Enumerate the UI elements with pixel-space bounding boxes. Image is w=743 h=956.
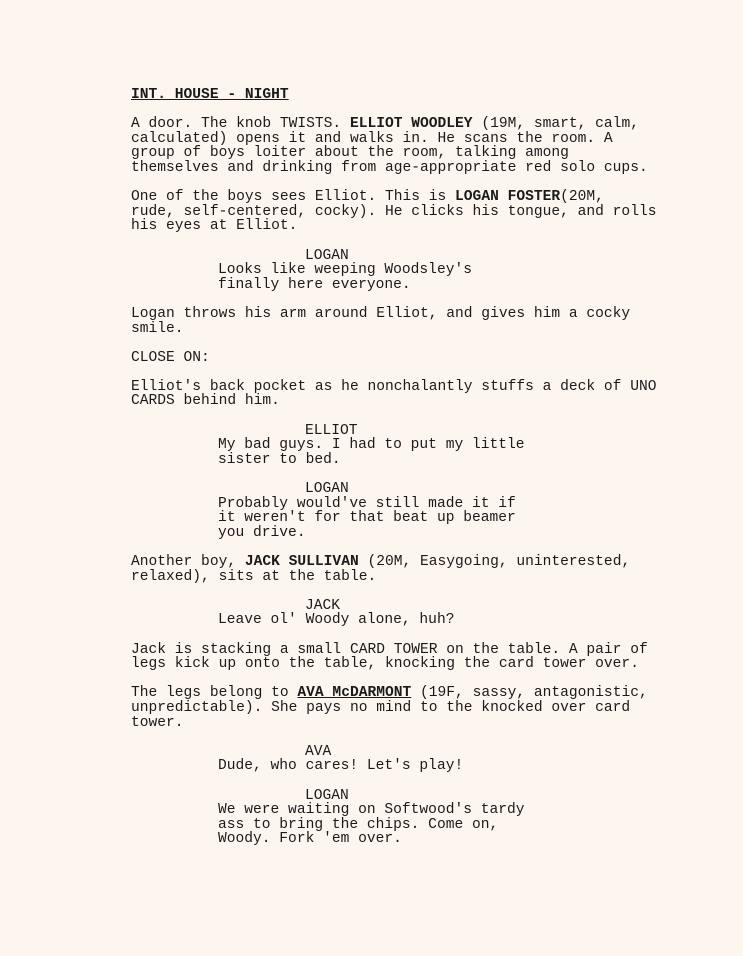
action-line: relaxed), sits at the table. [131,568,377,585]
action-text: (19F, sassy, antagonistic, [411,685,648,702]
dialogue-line: sister to bed. [218,451,341,468]
dialogue-line: Woody. Fork 'em over. [218,831,402,848]
action-paragraph [131,643,731,672]
dialogue [218,759,731,774]
transition [131,351,731,366]
action-paragraph [131,686,731,730]
dialogue [218,497,731,541]
dialogue-line: it weren't for that beat up beamer [218,510,516,527]
dialogue-line: ass to bring the chips. Come on, [218,816,499,833]
character-intro: JACK SULLIVAN [244,554,359,570]
dialogue-line: Leave ol' Woody alone, huh? [218,612,455,629]
transition-line: CLOSE ON: [131,349,210,366]
action-text: (20M, [560,189,604,206]
action-text: (19M, smart, calm, [472,116,639,133]
action-line: Jack is stacking a small CARD TOWER on the table. A pair of [131,641,648,658]
dialogue [218,438,731,467]
action-paragraph [131,380,731,409]
action-line: themselves and drinking from age-appropriate red solo cups. [131,159,648,176]
action-line: Elliot's back pocket as he nonchalantly stuffs a deck of UNO [131,378,657,395]
character-intro: ELLIOT WOODLEY [349,116,473,133]
action-line: Logan throws his arm around Elliot, and gives him a cocky [131,305,631,322]
action-line: CARDS behind him. [131,393,280,410]
dialogue-line: Looks like weeping Woodsley's [218,262,472,279]
action-paragraph [131,555,731,584]
dialogue-line: My bad guys. I had to put my little [218,437,525,454]
dialogue-line: finally here everyone. [218,276,411,293]
action-line [131,117,731,132]
character-cue: LOGAN [305,787,349,804]
dialogue-line: you drive. [218,524,306,541]
action-text: The legs belong to [131,685,298,702]
action-paragraph [131,117,731,175]
scene-heading: INT. HOUSE - NIGHT [131,87,289,103]
dialogue [218,613,731,628]
action-line: unpredictable). She pays no mind to the knocked over card [131,699,631,716]
character-intro: AVA McDARMONT [297,685,412,702]
dialogue [218,803,731,847]
action-line: legs kick up onto the table, knocking the card tower over. [131,656,639,673]
action-line: tower. [131,714,184,731]
script-body [131,88,731,861]
action-text: A door. The knob TWISTS. [131,116,350,133]
action-line: calculated) opens it and walks in. He scans the room. A [131,130,613,147]
action-paragraph [131,190,731,234]
action-text: Another boy, [131,554,245,570]
dialogue-line: Dude, who cares! Let's play! [218,758,464,775]
character-cue: LOGAN [305,247,349,264]
action-line: group of boys loiter about the room, talking among [131,145,569,162]
dialogue [218,263,731,292]
action-paragraph [131,307,731,336]
dialogue-line: We were waiting on Softwood's tardy [218,802,525,819]
action-text: (20M, Easygoing, uninterested, [358,554,631,570]
character-cue: AVA [305,743,332,760]
character-cue: LOGAN [305,481,349,498]
action-line: rude, self-centered, cocky). He clicks his tongue, and rolls [131,203,657,220]
character-intro: LOGAN FOSTER [455,189,561,206]
action-line [131,190,731,205]
dialogue-line: Probably would've still made it if [218,495,516,512]
character-cue: JACK [305,597,341,614]
action-line [131,686,731,701]
action-line [131,555,731,570]
action-line: his eyes at Elliot. [131,218,298,235]
character-cue: ELLIOT [305,422,358,439]
action-line: smile. [131,320,184,337]
action-text: One of the boys sees Elliot. This is [131,189,456,206]
